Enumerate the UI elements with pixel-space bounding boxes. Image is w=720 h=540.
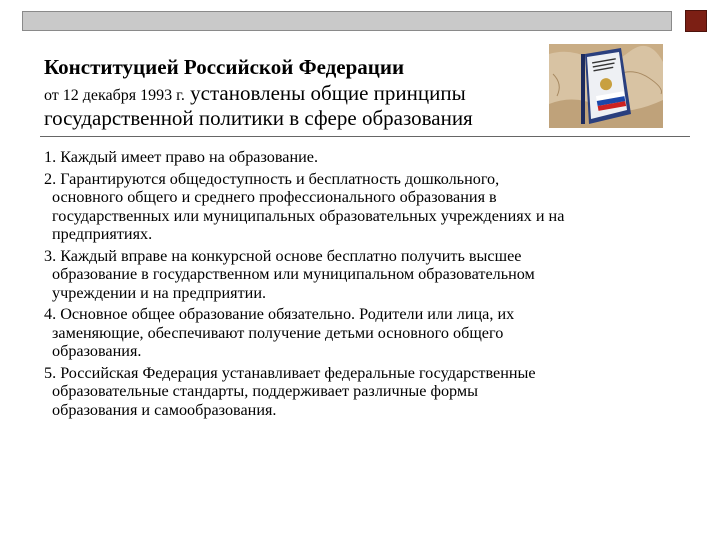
title-line-1: Конституцией Российской Федерации xyxy=(44,55,405,79)
list-item-first-line: 1. Каждый имеет право на образование. xyxy=(44,148,319,166)
list-item-continuation-line: образования. xyxy=(52,342,142,360)
principles-list xyxy=(44,148,694,422)
list-item-first-line: 3. Каждый вправе на конкурсной основе бесплатно получить высшее xyxy=(44,246,522,265)
title-line-2 xyxy=(44,81,554,105)
list-item xyxy=(44,148,694,167)
top-decor-square xyxy=(685,10,707,32)
slide-title xyxy=(44,55,554,130)
title-line-2-text: установлены общие принципы xyxy=(184,81,466,106)
list-item xyxy=(44,364,694,420)
list-item-first-line: 2. Гарантируются общедоступность и бесплатность дошкольного, xyxy=(44,169,500,188)
list-item xyxy=(44,170,694,244)
title-date: от 12 декабря 1993 г. xyxy=(44,87,185,105)
list-item-continuation-line: предприятиях. xyxy=(52,225,153,243)
list-item-first-line: 5. Российская Федерация устанавливает федеральные государственные xyxy=(44,363,536,382)
top-decor-bar xyxy=(22,11,672,31)
list-item-continuation-line: образование в государственном или муниципальном образовательном xyxy=(52,265,535,283)
list-item-continuation-line: учреждении и на предприятии. xyxy=(52,283,267,302)
constitution-book-icon xyxy=(549,44,663,128)
list-item-continuation-line: образовательные стандарты, поддерживает различные формы xyxy=(52,382,479,400)
list-item-first-line: 4. Основное общее образование обязательно. Родители или лица, их xyxy=(44,305,515,323)
list-item-continuation-line: образования и самообразования. xyxy=(52,400,277,419)
list-item-continuation-line: государственных или муниципальных образовательных учреждениях и на xyxy=(52,206,565,225)
list-item xyxy=(44,305,694,361)
list-item-continuation-line: основного общего и среднего профессионального образования в xyxy=(52,188,497,206)
list-item xyxy=(44,247,694,303)
title-line-3: государственной политики в сфере образования xyxy=(44,105,473,130)
title-divider xyxy=(40,136,690,137)
list-item-continuation-line: заменяющие, обеспечивают получение детьми основного общего xyxy=(52,323,504,342)
